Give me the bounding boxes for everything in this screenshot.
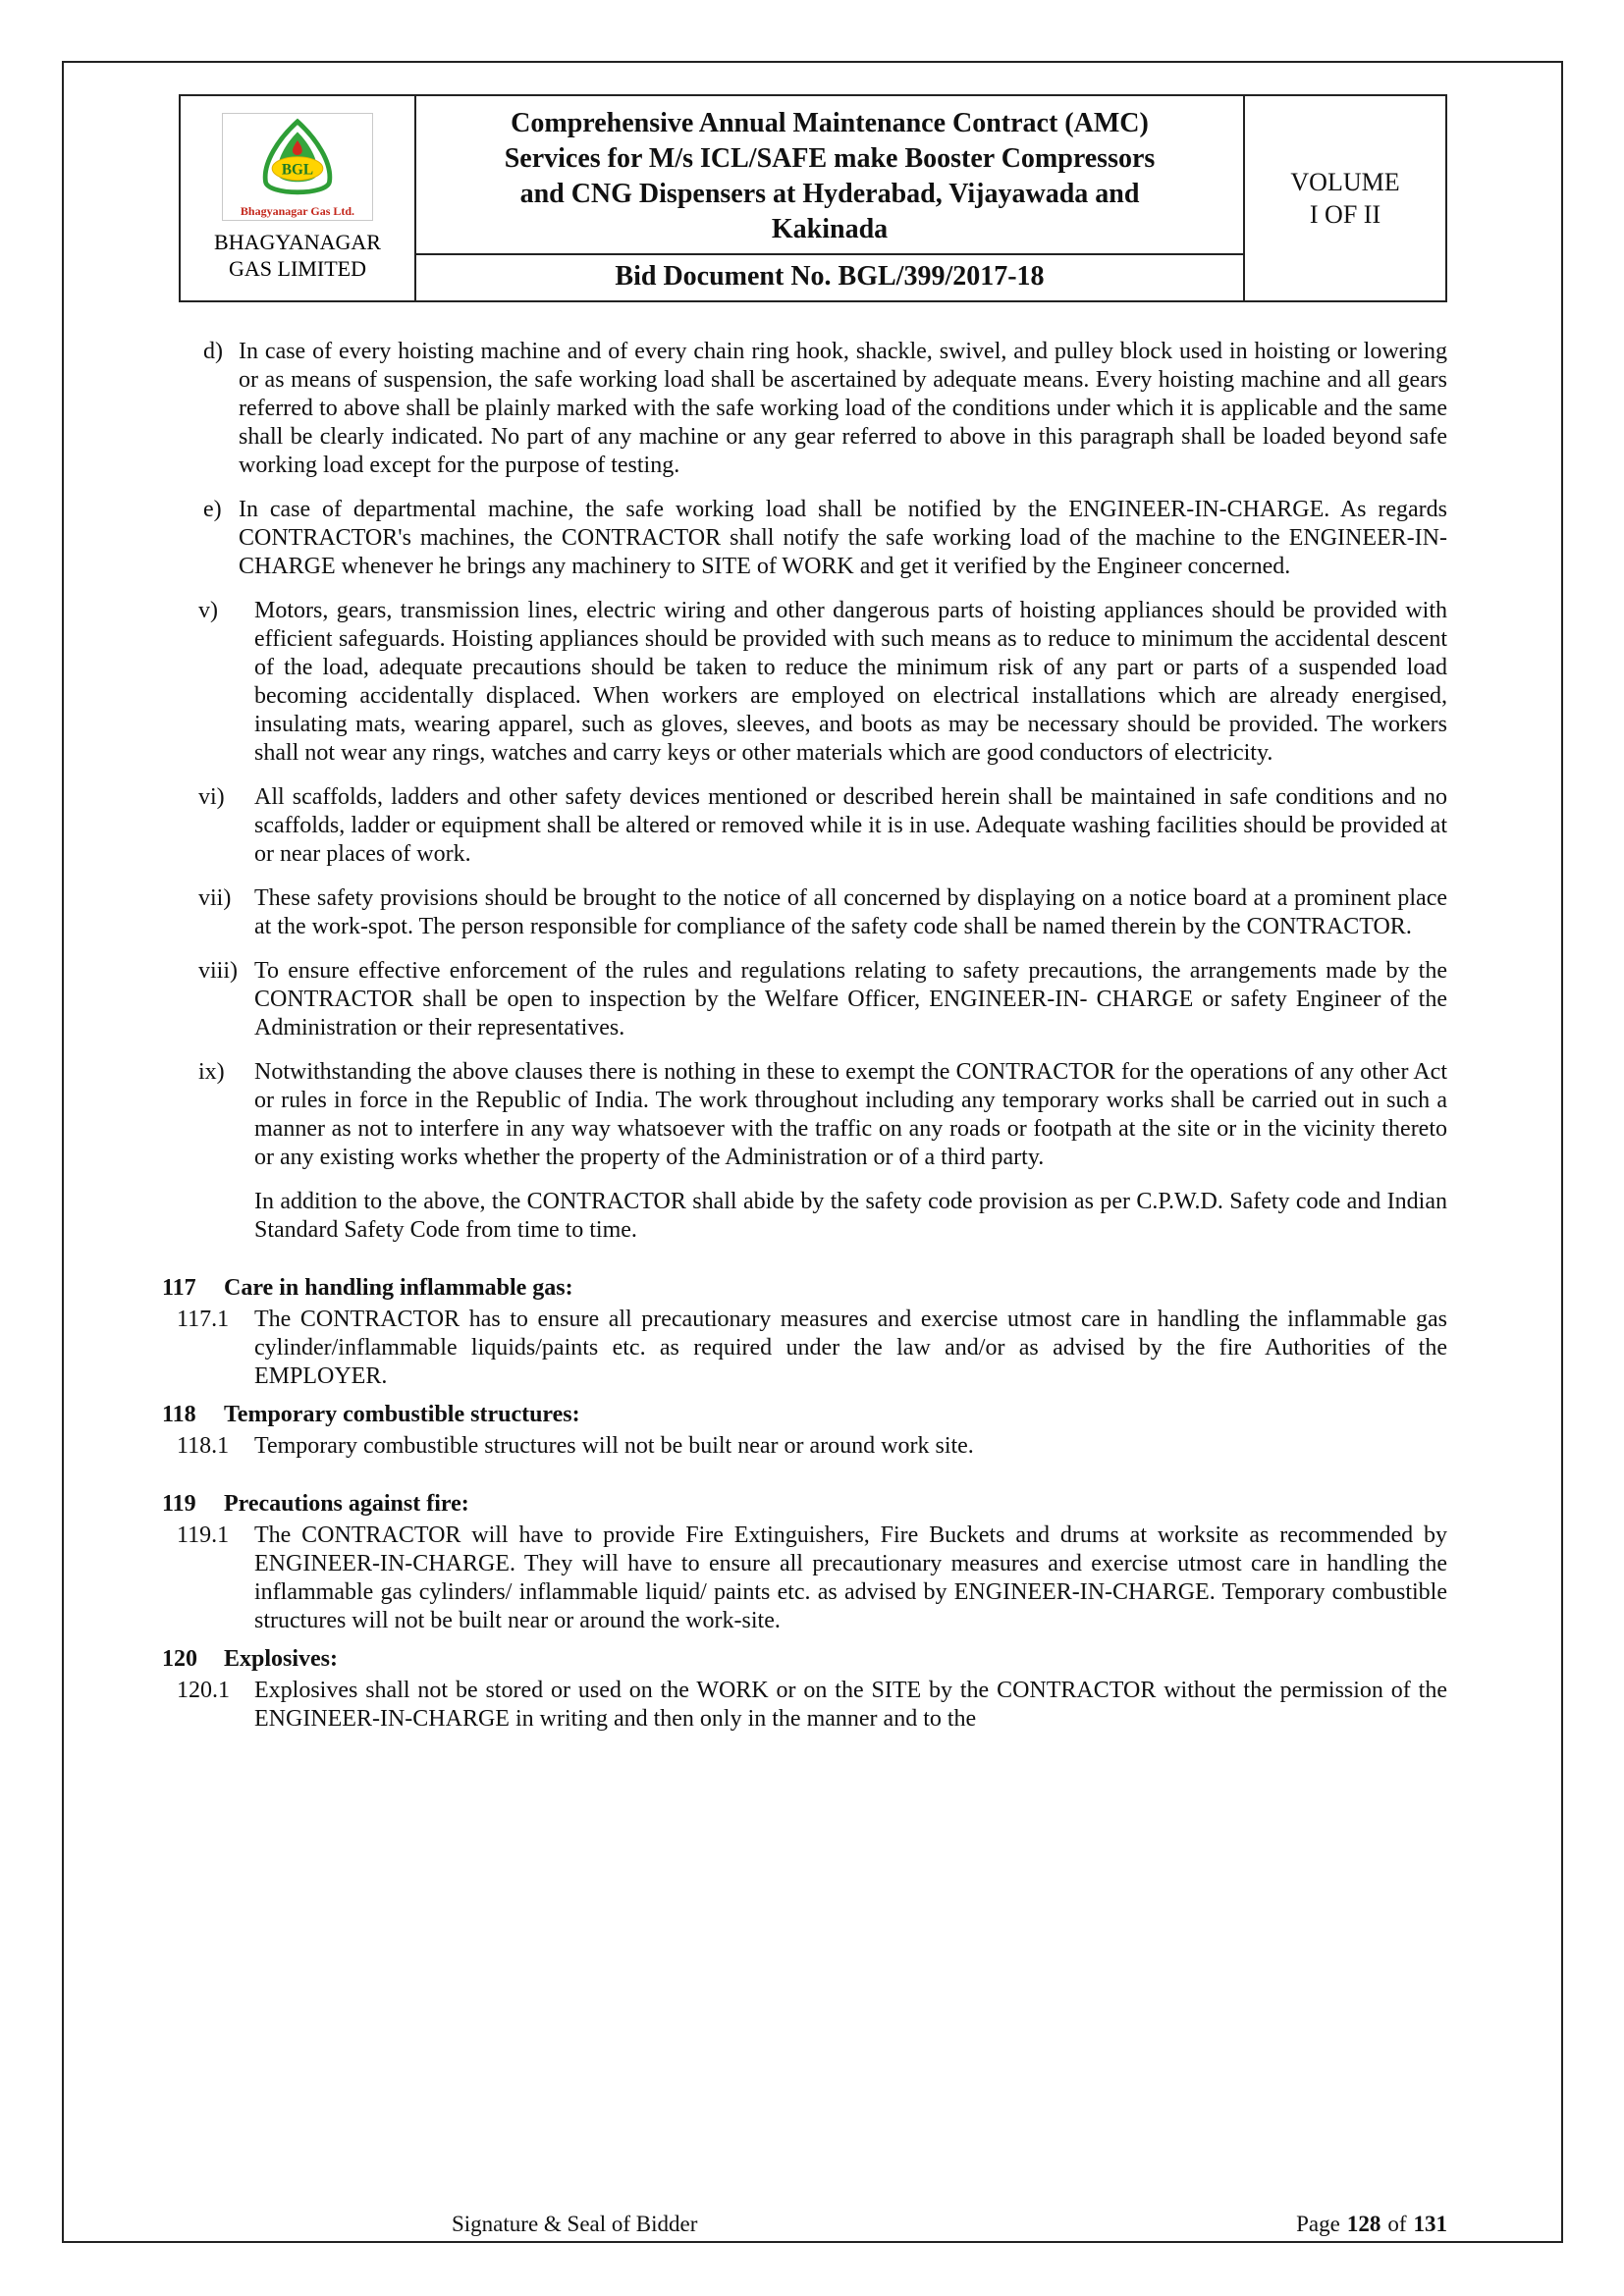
paragraph-text: In case of every hoisting machine and of every chain ring hook, shackle, swivel, and pulley block used in hoisting or lowering or as means of suspension, the safe working load shall be ascertained by adequate means. Every hoisting machine and all gears referred to above shall be plainly marked with the safe working load of the conditions under which it is applicable and the same shall be clearly indicated. No part of any machine or any gear referred to above in this paragraph shall be loaded beyond safe working load except for the purpose of testing. <box>239 339 1447 478</box>
page-footer <box>162 2210 1447 2239</box>
clause-marker: 119.1 <box>177 1522 230 1548</box>
document-body <box>64 302 1561 1734</box>
list-item-vi <box>198 783 1447 869</box>
section-title: Care in handling inflammable gas: <box>224 1275 573 1301</box>
clause-text: Explosives shall not be stored or used on the WORK or on the SITE by the CONTRACTOR without the permission of the ENGINEER-IN-CHARGE in writing and then only in the manner and to the <box>254 1678 1447 1732</box>
continuation-paragraph <box>254 1188 1447 1245</box>
current-page: 128 <box>1346 2212 1381 2236</box>
document-header <box>179 94 1447 302</box>
section-heading-118 <box>162 1401 1447 1429</box>
list-marker: v) <box>198 598 218 623</box>
title-line-3: and CNG Dispensers at Hyderabad, Vijayawada and <box>519 179 1140 209</box>
section-title: Temporary combustible structures: <box>224 1402 580 1427</box>
company-name-line2: GAS LIMITED <box>229 256 366 281</box>
list-marker: vii) <box>198 885 232 911</box>
logo-cell <box>181 96 416 300</box>
list-marker: d) <box>203 339 223 364</box>
list-marker: e) <box>203 497 222 522</box>
company-name-line1: BHAGYANAGAR <box>214 230 381 254</box>
list-item-ix <box>198 1058 1447 1172</box>
title-line-2: Services for M/s ICL/SAFE make Booster Compressors <box>504 143 1156 174</box>
logo-acronym: BGL <box>281 161 314 179</box>
list-item-d <box>203 338 1447 480</box>
title-line-1: Comprehensive Annual Maintenance Contract (AMC) <box>511 108 1149 138</box>
total-pages: 131 <box>1413 2212 1447 2236</box>
volume-line-1: VOLUME <box>1290 168 1400 196</box>
paragraph-text: To ensure effective enforcement of the rules and regulations relating to safety precautions, the arrangements made by the CONTRACTOR shall be open to inspection by the Welfare Officer, ENGINEER-IN- CHARGE or safety Engineer of the Administration or their representatives. <box>254 958 1447 1041</box>
volume-cell <box>1243 96 1445 300</box>
page-number <box>1296 2210 1447 2239</box>
section-number: 117 <box>162 1275 196 1301</box>
clause-text: The CONTRACTOR has to ensure all precautionary measures and exercise utmost care in handling the inflammable gas cylinder/inflammable liquids/paints etc. as required under the law and/or as advised by the fire Authorities of the EMPLOYER. <box>254 1307 1447 1389</box>
section-heading-117 <box>162 1274 1447 1303</box>
list-item-viii <box>198 957 1447 1042</box>
title-cell <box>416 96 1243 300</box>
clause-120-1 <box>177 1677 1447 1734</box>
list-marker: vi) <box>198 784 225 810</box>
section-title: Explosives: <box>224 1646 339 1672</box>
section-title: Precautions against fire: <box>224 1491 469 1517</box>
section-heading-120 <box>162 1645 1447 1674</box>
section-number: 120 <box>162 1646 197 1672</box>
signature-line: Signature & Seal of Bidder <box>452 2212 698 2236</box>
paragraph-text: In case of departmental machine, the safe working load shall be notified by the ENGINEER-IN-CHARGE. As regards CONTRACTOR's machines, the CONTRACTOR shall notify the safe working load of the machine to the ENGINEER-IN-CHARGE whenever he brings any machinery to SITE of WORK and get it verified by the Engineer concerned. <box>239 497 1447 579</box>
clause-text: The CONTRACTOR will have to provide Fire Extinguishers, Fire Buckets and drums at worksite as recommended by ENGINEER-IN-CHARGE. They will have to ensure all precautionary measures and exercise utmost care in handling the inflammable gas cylinders/ inflammable liquid/ paints etc. as advised by ENGINEER-IN-CHARGE. Temporary combustible structures will not be built near or around the work-site. <box>254 1522 1447 1633</box>
clause-marker: 118.1 <box>177 1433 230 1459</box>
list-item-e <box>203 496 1447 581</box>
list-marker: viii) <box>198 958 238 984</box>
of-word: of <box>1387 2212 1407 2236</box>
section-number: 119 <box>162 1491 196 1517</box>
list-item-v <box>198 597 1447 768</box>
clause-118-1 <box>177 1432 1447 1461</box>
company-logo <box>222 113 373 221</box>
page-border <box>62 61 1563 2243</box>
bgl-logo-icon <box>250 118 345 204</box>
clause-117-1 <box>177 1306 1447 1391</box>
paragraph-text: Notwithstanding the above clauses there is nothing in these to exempt the CONTRACTOR for the operations of any other Act or rules in force in the Republic of India. The work throughout including any temporary works shall be carried out in such a manner as not to interfere in any way whatsoever with the traffic on any roads or footpath at the site or in the vicinity thereto or any existing works whether the property of the Administration or of a third party. <box>254 1059 1447 1170</box>
section-heading-119 <box>162 1490 1447 1519</box>
list-marker: ix) <box>198 1059 225 1085</box>
bid-document-number: Bid Document No. BGL/399/2017-18 <box>416 253 1243 300</box>
document-title <box>416 96 1243 253</box>
title-line-4: Kakinada <box>771 214 889 244</box>
section-number: 118 <box>162 1402 196 1427</box>
clause-marker: 117.1 <box>177 1307 230 1332</box>
clause-text: Temporary combustible structures will not be built near or around work site. <box>254 1433 974 1459</box>
page-word: Page <box>1296 2212 1340 2236</box>
logo-tagline: Bhagyanagar Gas Ltd. <box>240 204 355 218</box>
company-name <box>214 229 381 282</box>
volume-line-2: I OF II <box>1309 200 1381 229</box>
clause-119-1 <box>177 1522 1447 1635</box>
paragraph-text: Motors, gears, transmission lines, electric wiring and other dangerous parts of hoisting appliances should be provided with efficient safeguards. Hoisting appliances should be provided with such means as to reduce to minimum the accidental descent of the load, adequate precautions should be taken to reduce the minimum risk of any part or parts of a suspended load becoming accidentally displaced. When workers are employed on electrical installations which are already energised, insulating mats, wearing apparel, such as gloves, sleeves, and boots as may be necessary should be provided. The workers shall not wear any rings, watches and carry keys or other materials which are good conductors of electricity. <box>254 598 1447 766</box>
clause-marker: 120.1 <box>177 1678 230 1703</box>
paragraph-text: In addition to the above, the CONTRACTOR shall abide by the safety code provision as per C.P.W.D. Safety code and Indian Standard Safety Code from time to time. <box>254 1189 1447 1243</box>
list-item-vii <box>198 884 1447 941</box>
paragraph-text: These safety provisions should be brought to the notice of all concerned by displaying on a notice board at a prominent place at the work-spot. The person responsible for compliance of the safety code shall be named therein by the CONTRACTOR. <box>254 885 1447 939</box>
paragraph-text: All scaffolds, ladders and other safety devices mentioned or described herein shall be maintained in safe conditions and no scaffolds, ladder or equipment shall be altered or removed while it is in use. Adequate washing facilities should be provided at or near places of work. <box>254 784 1447 867</box>
